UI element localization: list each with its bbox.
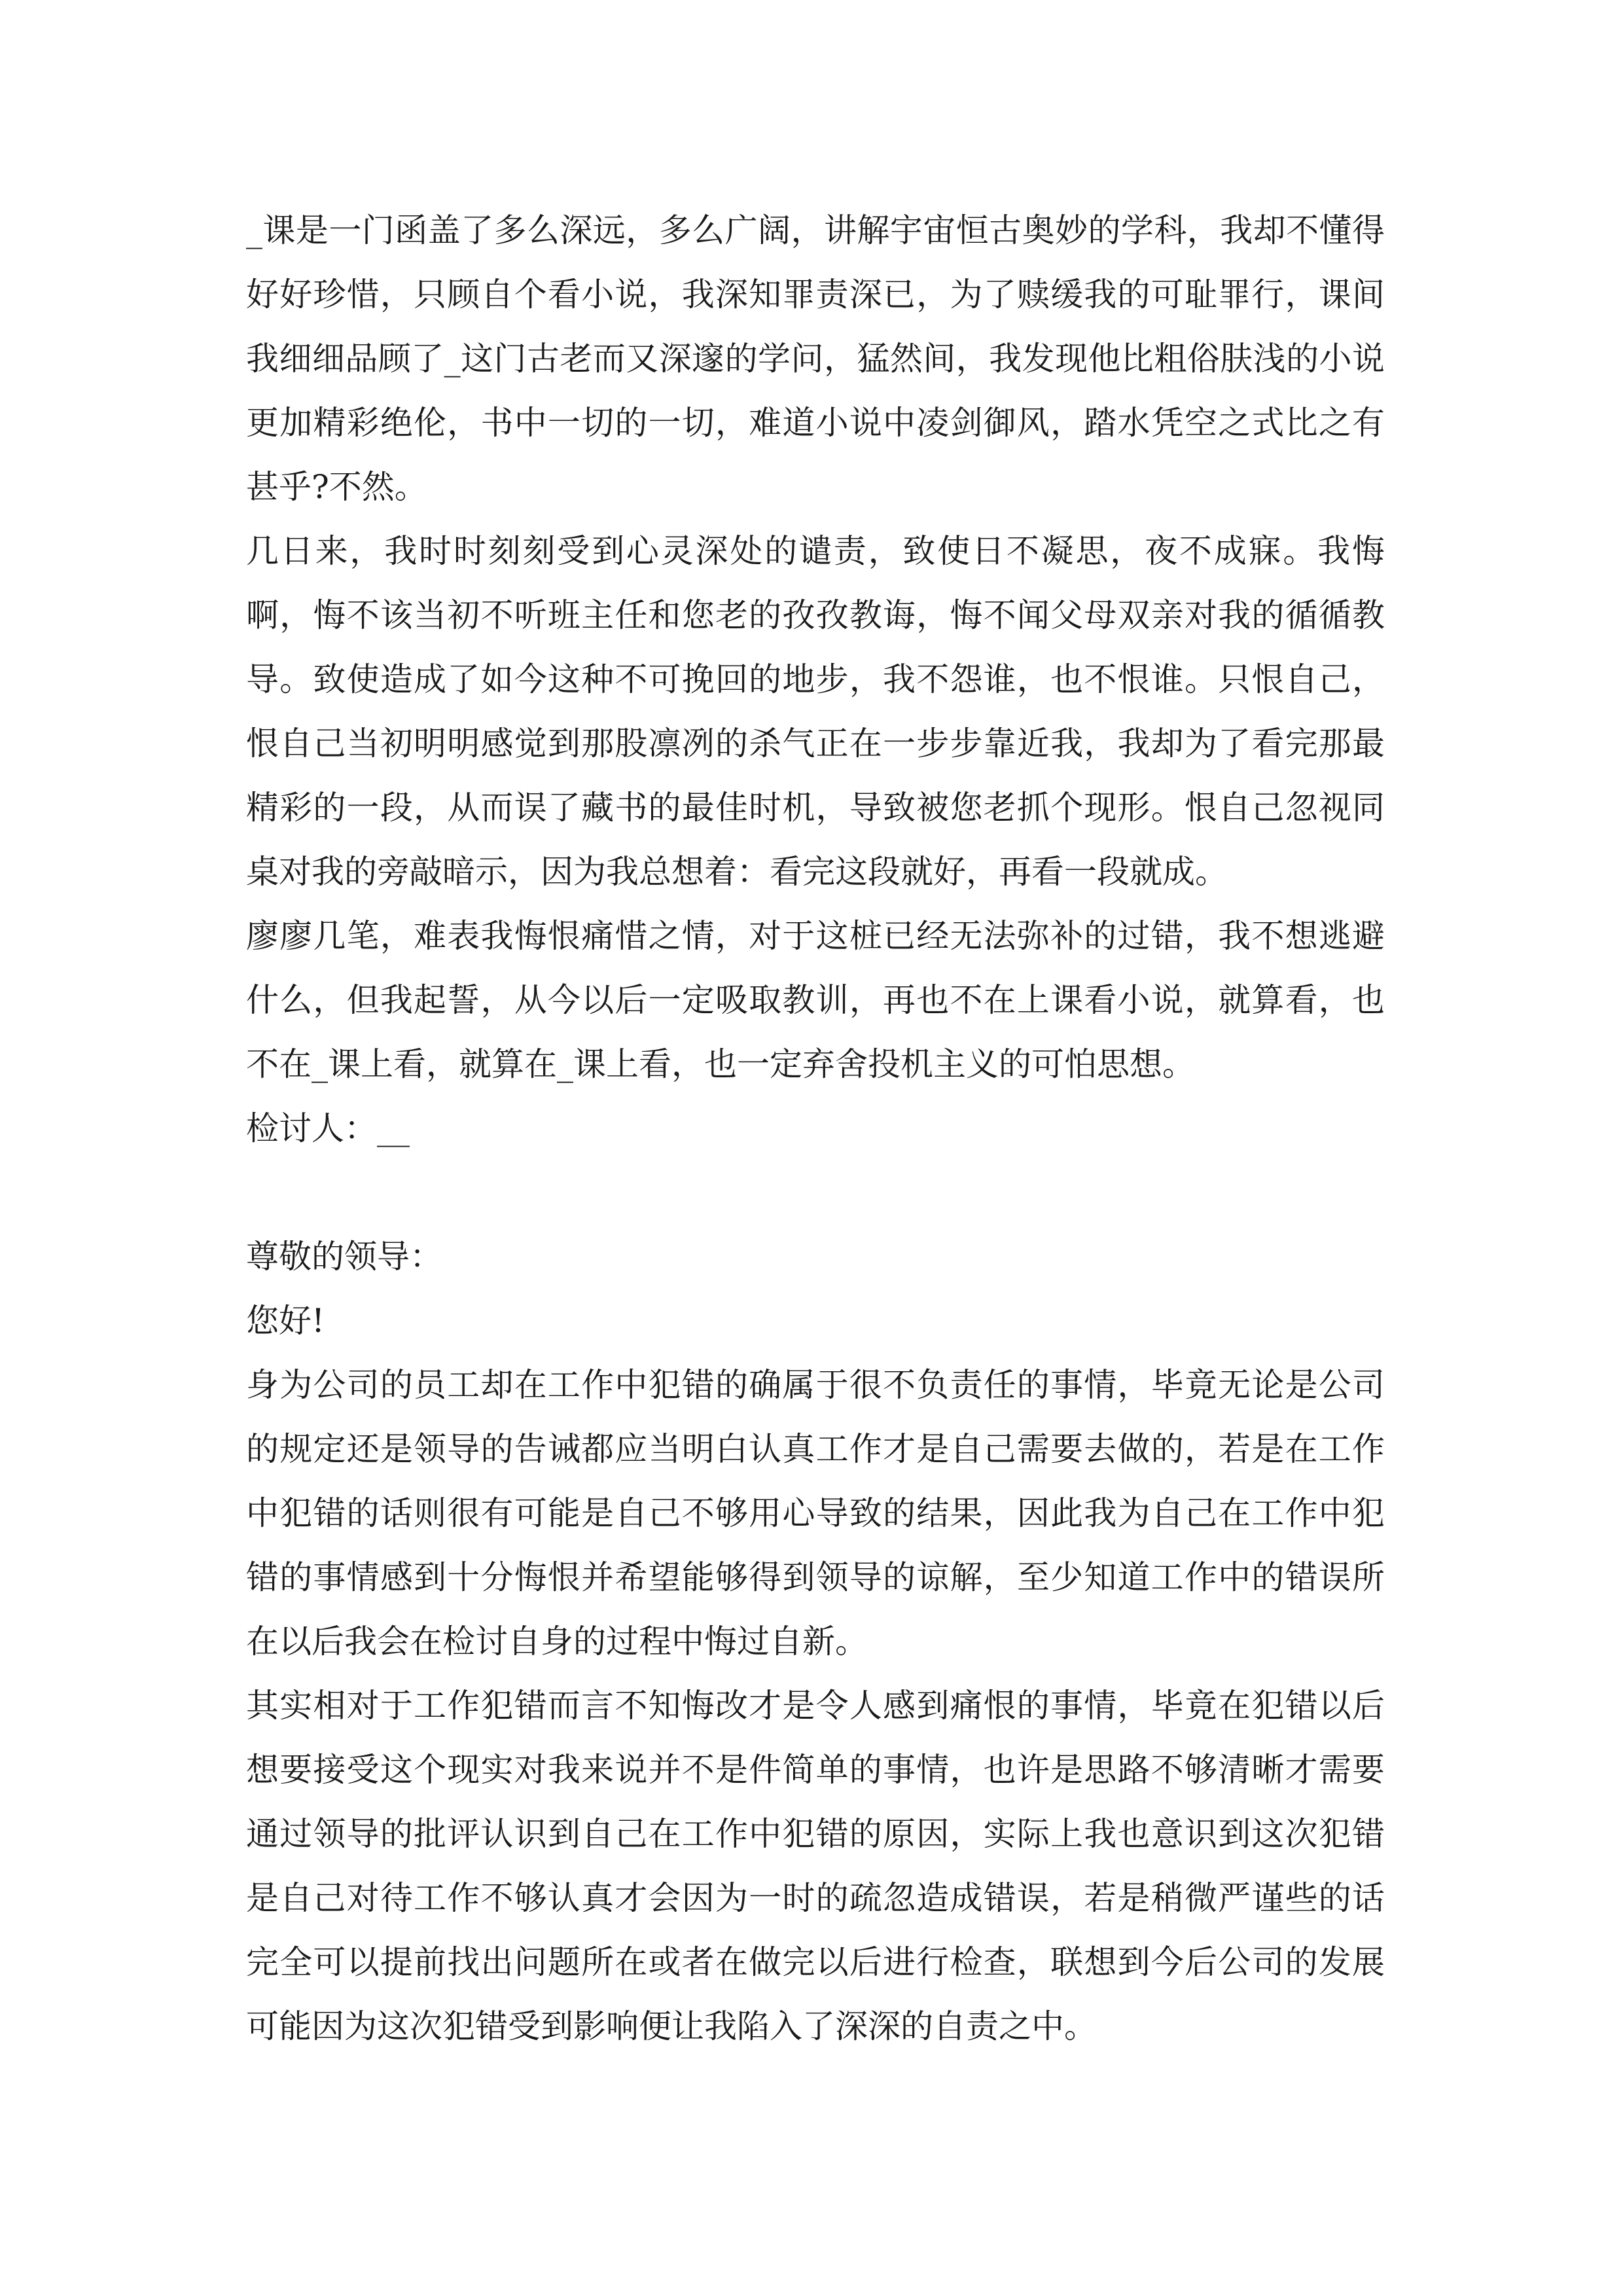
paragraph-2: 几日来，我时时刻刻受到心灵深处的谴责，致使日不凝思，夜不成寐。我悔啊，悔不该当初不听班主任和您老的孜孜教诲，悔不闻父母双亲对我的循循教导。致使造成了如今这种不可挽回的地步，我不怨谁，也不恨谁。只恨自己，恨自己当初明明感觉到那股凛冽的杀气正在一步步靠近我，我却为了看完那最精彩的一段，从而误了藏书的最佳时机，导致被您老抓个现形。恨自己忽视同桌对我的旁敲暗示，因为我总想着：看完这段就好，再看一段就成。 [246, 532, 1385, 891]
document-body [246, 198, 1385, 2058]
paragraph-5: 其实相对于工作犯错而言不知悔改才是令人感到痛恨的事情，毕竟在犯错以后想要接受这个现实对我来说并不是件简单的事情，也许是思路不够清晰才需要通过领导的批评认识到自己在工作中犯错的原因，实际上我也意识到这次犯错是自己对待工作不够认真才会因为一时的疏忽造成错误，若是稍微严谨些的话完全可以提前找出问题所在或者在做完以后进行检查，联想到今后公司的发展可能因为这次犯错受到影响便让我陷入了深深的自责之中。 [246, 1687, 1385, 2045]
paragraph-4: 身为公司的员工却在工作中犯错的确属于很不负责任的事情，毕竟无论是公司的规定还是领导的告诫都应当明白认真工作才是自己需要去做的，若是在工作中犯错的话则很有可能是自己不够用心导致的结果，因此我为自己在工作中犯错的事情感到十分悔恨并希望能够得到领导的谅解，至少知道工作中的错误所在以后我会在检讨自身的过程中悔过自新。 [246, 1366, 1385, 1660]
self-criticism-letter-student [246, 198, 1385, 1160]
section-divider [246, 1160, 1385, 1225]
paragraph-3: 廖廖几笔，难表我悔恨痛惜之情，对于这桩已经无法弥补的过错，我不想逃避什么，但我起誓，从今以后一定吸取教训，再也不在上课看小说，就算看，也不在_课上看，就算在_课上看，也一定弃舍投机主义的可怕思想。 [246, 917, 1385, 1083]
self-criticism-letter-employee [246, 1225, 1385, 2058]
salutation: 尊敬的领导： [246, 1238, 442, 1276]
paragraph-1: _课是一门函盖了多么深远，多么广阔，讲解宇宙恒古奥妙的学科，我却不懂得好好珍惜，只顾自个看小说，我深知罪责深已，为了赎缓我的可耻罪行，课间我细细品顾了_这门古老而又深邃的学问，猛然间，我发现他比粗俗肤浅的小说更加精彩绝伦，书中一切的一切，难道小说中凌剑御风，踏水凭空之式比之有甚乎?不然。 [246, 211, 1385, 506]
signature-line: 检讨人：__ [246, 1109, 410, 1147]
greeting: 您好! [246, 1302, 325, 1340]
